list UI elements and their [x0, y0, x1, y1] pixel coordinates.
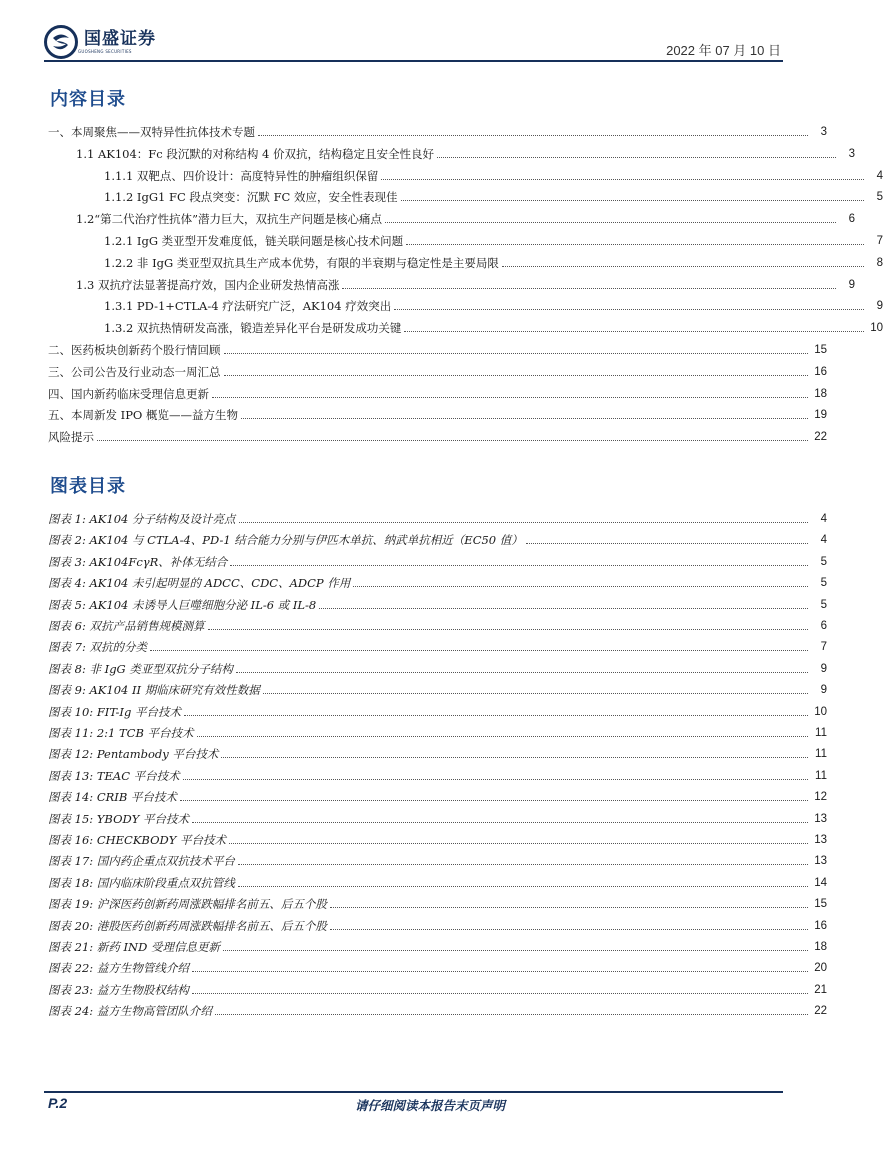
dot-leader — [263, 693, 808, 694]
dot-leader — [404, 331, 864, 332]
dot-leader — [184, 715, 808, 716]
figure-entry-label: 图表 21: 新药 IND 受理信息更新 — [48, 940, 220, 954]
contents-entry-page: 15 — [814, 344, 827, 356]
contents-entry[interactable] — [0, 162, 883, 183]
figure-entry-page: 13 — [814, 834, 827, 846]
dot-leader — [183, 779, 808, 780]
figure-entry[interactable] — [0, 612, 827, 633]
figure-entry-label: 图表 6: 双抗产品销售规模测算 — [48, 619, 205, 633]
figure-entry-page: 7 — [820, 641, 827, 654]
figure-entry[interactable] — [0, 719, 827, 740]
figure-entry-page: 4 — [820, 534, 827, 547]
figure-entry[interactable] — [0, 655, 827, 676]
dot-leader — [192, 822, 808, 823]
dot-leader — [230, 565, 808, 566]
dot-leader — [381, 179, 864, 180]
contents-entry-page: 3 — [848, 147, 855, 160]
dot-leader — [330, 907, 808, 908]
figure-entry[interactable] — [0, 698, 827, 719]
figure-entry-page: 15 — [814, 898, 827, 911]
figure-entry-label: 图表 7: 双抗的分类 — [48, 640, 148, 655]
dot-leader — [401, 200, 864, 201]
figure-entry[interactable] — [0, 997, 827, 1018]
figure-entry-page: 18 — [814, 941, 827, 953]
guosheng-logo-icon — [44, 25, 78, 59]
figure-entry-label: 图表 4: AK104 未引起明显的 ADCC、CDC、ADCP 作用 — [48, 576, 351, 591]
figure-entry[interactable] — [0, 633, 827, 654]
figure-entry-page: 5 — [820, 598, 827, 611]
contents-entry[interactable] — [0, 271, 855, 292]
figure-entry-page: 5 — [820, 577, 827, 590]
dot-leader — [229, 843, 808, 844]
dot-leader — [319, 608, 808, 609]
contents-entry-label: 1.3.2 双抗热情研发高涨，锻造差异化平台是研发成功关键 — [104, 321, 402, 336]
figure-entry[interactable] — [0, 976, 827, 997]
contents-entry[interactable] — [0, 205, 855, 226]
figure-entry-page: 9 — [820, 684, 827, 697]
contents-entry[interactable] — [0, 380, 827, 401]
page-number: P.2 — [48, 1095, 68, 1111]
dot-leader — [208, 629, 808, 630]
disclaimer-note: 请仔细阅读本报告末页声明 — [354, 1098, 505, 1113]
figure-entry[interactable] — [0, 783, 827, 804]
figure-entry[interactable] — [0, 505, 827, 526]
contents-entry-page: 9 — [876, 300, 883, 313]
contents-entry-label: 二、医药板块创新药个股行情回顾 — [48, 343, 221, 357]
contents-entry[interactable] — [0, 249, 883, 270]
dot-leader — [241, 418, 808, 419]
figure-entry[interactable] — [0, 805, 827, 826]
figure-entry-label: 图表 11: 2:1 TCB 平台技术 — [48, 726, 194, 740]
figure-entry-page: 13 — [814, 855, 827, 868]
contents-entry[interactable] — [0, 314, 883, 335]
figure-entry-page: 12 — [814, 791, 827, 804]
dot-leader — [394, 309, 864, 310]
figure-entry-page: 14 — [814, 876, 827, 889]
contents-entry-label: 1.2“第二代治疗性抗体”潜力巨大，双抗生产问题是核心痛点 — [76, 212, 383, 227]
figure-entry[interactable] — [0, 591, 827, 612]
figure-entry[interactable] — [0, 740, 827, 761]
contents-entry-page: 10 — [870, 322, 883, 335]
figure-entry-page: 5 — [820, 555, 827, 568]
dot-leader — [258, 135, 808, 136]
figure-entry[interactable] — [0, 762, 827, 783]
contents-entry-label: 1.2.2 非 IgG 类亚型双抗具生产成本优势，有限的半衰期与稳定性是主要局限 — [104, 255, 499, 270]
dot-leader — [192, 971, 808, 972]
figure-entry-label: 图表 9: AK104 II 期临床研究有效性数据 — [48, 683, 260, 698]
contents-entry-page: 19 — [814, 409, 827, 422]
figure-entry-label: 图表 5: AK104 未诱导人巨噬细胞分泌 IL-6 或 IL-8 — [48, 597, 317, 612]
dot-leader — [236, 672, 808, 673]
dot-leader — [238, 886, 808, 887]
figure-entry-page: 10 — [814, 705, 827, 718]
contents-entry[interactable] — [0, 140, 855, 161]
dot-leader — [437, 157, 836, 158]
contents-entry[interactable] — [0, 292, 883, 313]
dot-leader — [192, 993, 808, 994]
contents-entry-page: 7 — [876, 235, 883, 247]
figure-entry-label: 图表 18: 国内临床阶段重点双抗管线 — [48, 875, 235, 890]
contents-entry-label: 三、公司公告及行业动态一周汇总 — [48, 364, 221, 379]
contents-entry-page: 16 — [814, 365, 827, 378]
brand-name: 国盛证券 — [84, 29, 156, 49]
figure-entry-label: 图表 20: 港股医药创新药周涨跌幅排名前五、后五个股 — [48, 918, 327, 933]
contents-entry-label: 1.3.1 PD-1+CTLA-4 疗法研究广泛，AK104 疗效突出 — [104, 299, 392, 314]
dot-leader — [212, 397, 808, 398]
contents-entry-page: 5 — [876, 191, 883, 204]
dot-leader — [238, 864, 808, 865]
figure-entry-page: 4 — [820, 513, 827, 525]
dot-leader — [223, 950, 808, 951]
figure-entry-page: 16 — [814, 919, 827, 932]
dot-leader — [526, 543, 808, 544]
header-divider — [44, 60, 783, 62]
figures-title: 图表目录 — [50, 476, 126, 497]
figure-entry-label: 图表 3: AK104FcγR、补体无结合 — [48, 554, 228, 569]
dot-leader — [239, 522, 808, 523]
contents-entry-label: 一、本周聚焦——双特异性抗体技术专题 — [48, 125, 255, 139]
figure-entry-page: 11 — [815, 727, 827, 739]
contents-entry[interactable] — [0, 183, 883, 204]
contents-entry-page: 4 — [876, 169, 883, 182]
contents-entry-label: 1.1 AK104：Fc 段沉默的对称结构 4 价双抗，结构稳定且安全性良好 — [76, 146, 434, 161]
figure-entry-label: 图表 22: 益方生物管线介绍 — [48, 961, 189, 976]
figure-entry[interactable] — [0, 548, 827, 569]
figure-entry-label: 图表 23: 益方生物股权结构 — [48, 982, 189, 997]
figure-entry-label: 图表 16: CHECKBODY 平台技术 — [48, 833, 226, 847]
figure-entry-label: 图表 12: Pentambody 平台技术 — [48, 747, 219, 762]
figure-entry[interactable] — [0, 869, 827, 890]
contents-entry-label: 四、国内新药临床受理信息更新 — [48, 386, 209, 401]
contents-entry-page: 6 — [848, 213, 855, 226]
figure-entry[interactable] — [0, 954, 827, 975]
figure-entry-label: 图表 19: 沪深医药创新药周涨跌幅排名前五、后五个股 — [48, 897, 327, 912]
figure-entry-page: 11 — [815, 748, 827, 761]
contents-entry-label: 1.1.1 双靶点、四价设计：高度特异性的肿瘤组织保留 — [104, 168, 379, 183]
footer-divider — [44, 1091, 783, 1093]
dot-leader — [342, 288, 836, 289]
figure-entry[interactable] — [0, 676, 827, 697]
contents-entry-page: 18 — [814, 387, 827, 400]
figure-entry[interactable] — [0, 890, 827, 911]
figure-entry-label: 图表 14: CRIB 平台技术 — [48, 790, 177, 805]
report-date: 2022 年 07 月 10 日 — [666, 43, 781, 58]
contents-entry-page: 8 — [876, 256, 883, 269]
figure-entry[interactable] — [0, 847, 827, 868]
figure-entry-page: 6 — [820, 620, 827, 632]
dot-leader — [502, 266, 864, 267]
figure-entry[interactable] — [0, 826, 827, 847]
brand-logo — [44, 24, 156, 60]
contents-entry-page: 9 — [848, 278, 855, 291]
figure-entry-page: 9 — [820, 662, 827, 675]
contents-entry-page: 3 — [820, 126, 827, 138]
dot-leader — [180, 800, 808, 801]
contents-entry[interactable] — [0, 336, 827, 357]
dot-leader — [197, 736, 808, 737]
dot-leader — [221, 757, 808, 758]
figure-entry-page: 11 — [815, 769, 827, 782]
dot-leader — [385, 222, 836, 223]
figure-entry[interactable] — [0, 933, 827, 954]
contents-entry-label: 1.3 双抗疗法显著提高疗效，国内企业研发热情高涨 — [76, 277, 340, 292]
figure-entry-page: 20 — [814, 962, 827, 975]
dot-leader — [224, 375, 809, 376]
brand-subtitle: GUOSHENG SECURITIES — [78, 49, 132, 54]
figure-entry-label: 图表 10: FIT-Ig 平台技术 — [48, 704, 181, 719]
contents-entry[interactable] — [0, 227, 883, 248]
contents-entry-label: 1.1.2 IgG1 FC 段点突变：沉默 FC 效应，安全性表现佳 — [104, 190, 398, 205]
contents-entry[interactable] — [0, 358, 827, 379]
dot-leader — [150, 650, 808, 651]
figure-entry-label: 图表 8: 非 IgG 类亚型双抗分子结构 — [48, 661, 233, 676]
contents-entry-label: 1.2.1 IgG 类亚型开发难度低，链关联问题是核心技术问题 — [104, 234, 404, 248]
dot-leader — [224, 353, 809, 354]
figure-entry[interactable] — [0, 569, 827, 590]
figure-entry[interactable] — [0, 912, 827, 933]
contents-entry-label: 五、本周新发 IPO 概览——益方生物 — [48, 408, 239, 423]
dot-leader — [215, 1014, 808, 1015]
figure-entry[interactable] — [0, 526, 827, 547]
figure-entry-label: 图表 17: 国内药企重点双抗技术平台 — [48, 854, 235, 869]
contents-entry[interactable] — [0, 401, 827, 422]
figure-entry-label: 图表 24: 益方生物高管团队介绍 — [48, 1004, 212, 1019]
figure-entry-page: 22 — [814, 1005, 827, 1018]
figure-entry-label: 图表 15: YBODY 平台技术 — [48, 811, 189, 826]
page-header — [44, 22, 783, 62]
figure-entry-label: 图表 13: TEAC 平台技术 — [48, 768, 180, 783]
figure-entry-label: 图表 1: AK104 分子结构及设计亮点 — [48, 512, 236, 526]
contents-entry[interactable] — [0, 423, 827, 444]
dot-leader — [97, 440, 808, 441]
contents-entry[interactable] — [0, 118, 827, 139]
dot-leader — [330, 929, 808, 930]
dot-leader — [353, 586, 808, 587]
figure-entry-page: 21 — [814, 983, 827, 996]
contents-title: 内容目录 — [50, 89, 126, 110]
figure-entry-page: 13 — [814, 812, 827, 825]
contents-entry-label: 风险提示 — [48, 430, 94, 445]
contents-entry-page: 22 — [814, 431, 827, 444]
dot-leader — [406, 244, 864, 245]
figure-entry-label: 图表 2: AK104 与 CTLA-4、PD-1 结合能力分别与伊匹木单抗、纳武单抗相近（EC50 值） — [48, 533, 523, 548]
